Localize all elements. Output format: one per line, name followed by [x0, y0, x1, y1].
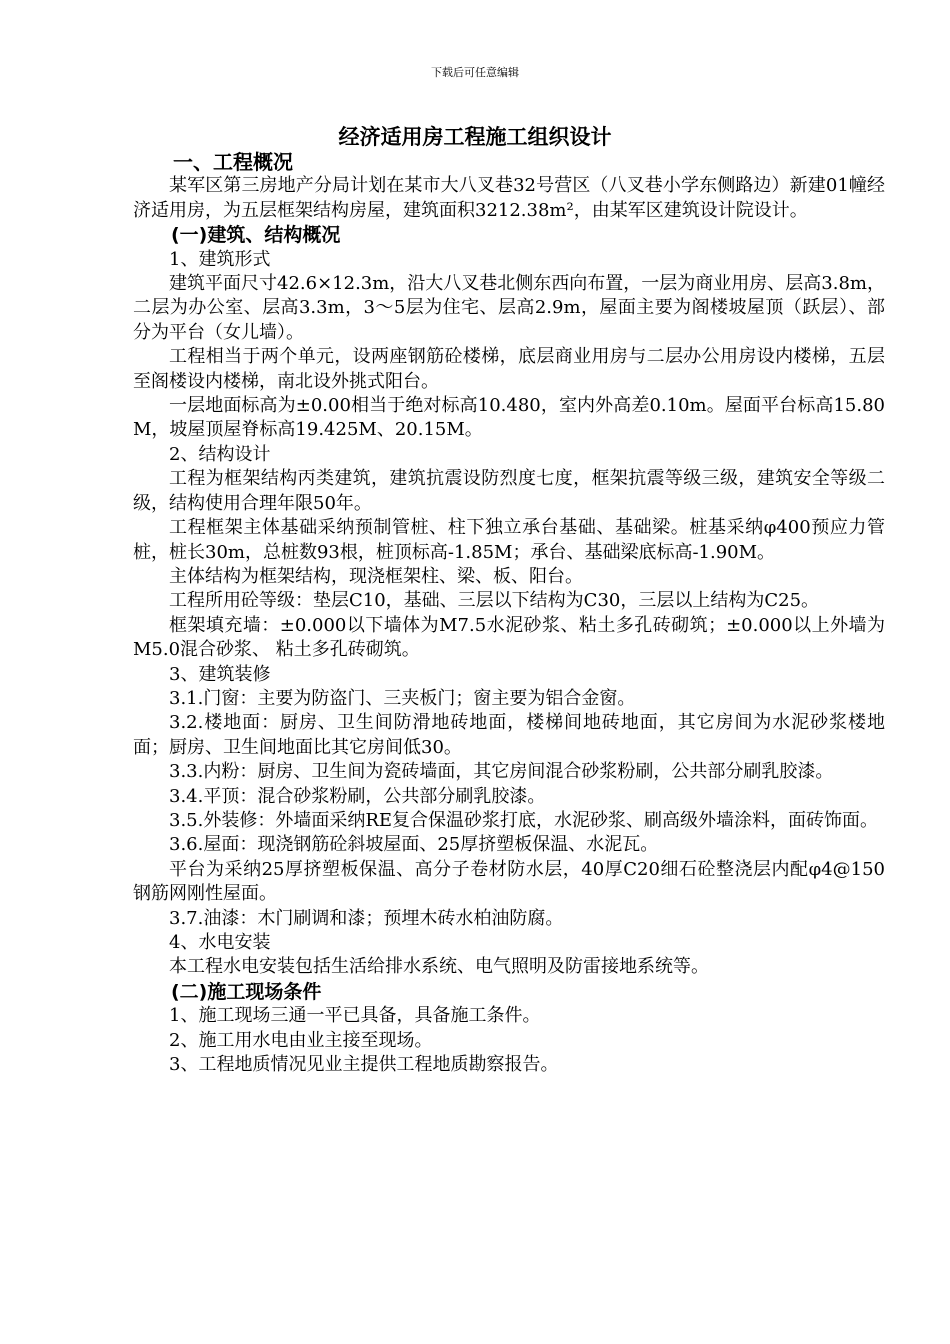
header-note: 下载后可任意编辑 [431, 66, 519, 79]
paragraph: 工程所用砼等级：垫层C10，基础、三层以下结构为C30，三层以上结构为C25。 [169, 590, 820, 612]
paragraph: 某军区第三房地产分局计划在某市大八叉巷32号营区（八叉巷小学东侧路边）新建01幢经济适用房，为五层框架结构房屋，建筑面积3212.38m²，由某军区建筑设计院设计。 [133, 175, 885, 221]
document-body [133, 150, 885, 1077]
paragraph: 3.5.外装修：外墙面采纳RE复合保温砂浆打底，水泥砂浆、刷高级外墙涂料，面砖饰面。 [169, 809, 879, 831]
paragraph: 3.7.油漆：木门刷调和漆；预埋木砖水柏油防腐。 [169, 907, 564, 929]
paragraph: 平台为采纳25厚挤塑板保温、高分子卷材防水层，40厚C20细石砼整浇层内配φ4@150钢筋网刚性屋面。 [133, 858, 885, 905]
paragraph: 主体结构为框架结构，现浇框架柱、梁、板、阳台。 [169, 565, 583, 587]
subsection-heading-structure: (一)建筑、结构概况 [171, 224, 341, 247]
paragraph: 一层地面标高为±0.00相当于绝对标高10.480，室内外高差0.10m。屋面平台标高15.80M，坡屋顶屋脊标高19.425M、20.15M。 [133, 395, 885, 441]
paragraph: 4、水电安装 [169, 932, 271, 953]
paragraph: 3.4.平顶：混合砂浆粉刷，公共部分刷乳胶漆。 [169, 785, 546, 807]
paragraph: 工程框架主体基础采纳预制管桩、柱下独立承台基础、基础梁。桩基采纳φ400预应力管桩，桩长30m，总桩数93根，桩顶标高-1.85M；承台、基础梁底标高-1.90M。 [133, 517, 885, 563]
paragraph: 框架填充墙：±0.000以下墙体为M7.5水泥砂浆、粘土多孔砖砌筑；±0.000以上外墙为M5.0混合砂浆、 粘土多孔砖砌筑。 [133, 614, 885, 661]
section-heading-overview: 一、工程概况 [173, 150, 293, 174]
paragraph: 3、建筑装修 [169, 663, 271, 685]
paragraph: 3.6.屋面：现浇钢筋砼斜坡屋面、25厚挤塑板保温、水泥瓦。 [169, 834, 659, 856]
paragraph: 建筑平面尺寸42.6×12.3m，沿大八叉巷北侧东西向布置，一层为商业用房、层高3.8m，二层为办公室、层高3.3m，3～5层为住宅、层高2.9m，屋面主要为阁楼坡屋顶（跃层）、部分为平台（女儿墙）。 [133, 273, 885, 343]
paragraph: 3、工程地质情况见业主提供工程地质勘察报告。 [169, 1054, 559, 1076]
paragraph: 3.1.门窗：主要为防盗门、三夹板门；窗主要为铝合金窗。 [169, 687, 636, 709]
paragraph: 2、施工用水电由业主接至现场。 [169, 1029, 433, 1051]
paragraph: 1、施工现场三通一平已具备，具备施工条件。 [169, 1005, 541, 1027]
paragraph: 3.3.内粉：厨房、卫生间为瓷砖墙面，其它房间混合砂浆粉刷，公共部分刷乳胶漆。 [169, 761, 834, 783]
paragraph: 2、结构设计 [169, 443, 271, 465]
subsection-heading-site-conditions: (二)施工现场条件 [171, 980, 322, 1003]
document-title: 经济适用房工程施工组织设计 [338, 125, 612, 149]
paragraph: 本工程水电安装包括生活给排水系统、电气照明及防雷接地系统等。 [169, 956, 709, 978]
paragraph: 1、建筑形式 [169, 248, 271, 270]
paragraph: 工程为框架结构丙类建筑，建筑抗震设防烈度七度，框架抗震等级三级，建筑安全等级二级，结构使用合理年限50年。 [133, 468, 885, 514]
paragraph: 工程相当于两个单元，设两座钢筋砼楼梯，底层商业用房与二层办公用房设内楼梯，五层至阁楼设内楼梯，南北设外挑式阳台。 [133, 346, 885, 392]
paragraph: 3.2.楼地面：厨房、卫生间防滑地砖地面，楼梯间地砖地面，其它房间为水泥砂浆楼地面；厨房、卫生间地面比其它房间低30。 [133, 712, 885, 758]
